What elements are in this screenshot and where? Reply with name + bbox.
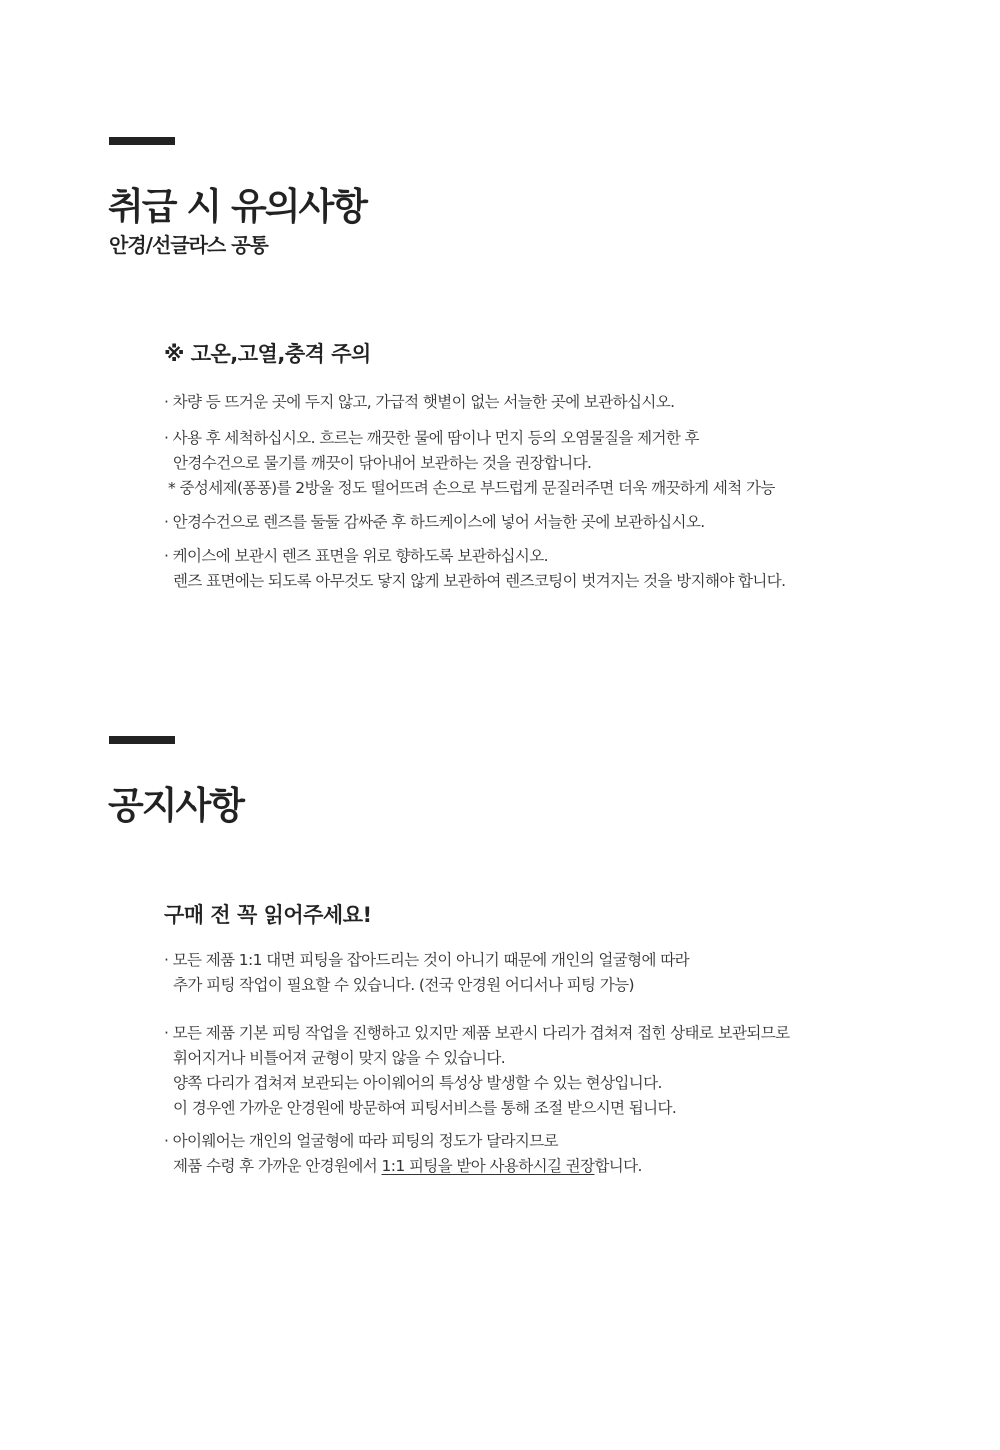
heat-warning-heading: ※ 고온,고열,충격 주의: [164, 342, 371, 366]
notice-title: 공지사항: [108, 784, 243, 827]
notice-line: 휘어지거나 비틀어져 균형이 맞지 않을 수 있습니다.: [173, 1049, 506, 1067]
notice-text: 합니다.: [594, 1157, 642, 1175]
care-line: · 안경수건으로 렌즈를 둘둘 감싸준 후 하드케이스에 넣어 서늘한 곳에 보관하십시오.: [164, 513, 705, 531]
care-subtitle: 안경/선글라스 공통: [109, 233, 268, 257]
care-line: · 차량 등 뜨거운 곳에 두지 않고, 가급적 햇볕이 없는 서늘한 곳에 보관하십시오.: [164, 393, 675, 411]
care-line: 렌즈 표면에는 되도록 아무것도 닿지 않게 보관하여 렌즈코팅이 벗겨지는 것을 방지해야 합니다.: [173, 572, 786, 590]
notice-line: · 아이웨어는 개인의 얼굴형에 따라 피팅의 정도가 달라지므로: [164, 1132, 558, 1150]
fitting-recommendation-underlined: 1:1 피팅을 받아 사용하시길 권장: [381, 1157, 595, 1175]
read-before-purchase-heading: 구매 전 꼭 읽어주세요!: [164, 903, 372, 927]
notice-line: 추가 피팅 작업이 필요할 수 있습니다. (전국 안경원 어디서나 피팅 가능): [173, 976, 634, 994]
care-line: · 사용 후 세척하십시오. 흐르는 깨끗한 물에 땀이나 먼지 등의 오염물질을 제거한 후: [164, 429, 699, 447]
care-line: · 케이스에 보관시 렌즈 표면을 위로 향하도록 보관하십시오.: [164, 547, 548, 565]
notice-line: 양쪽 다리가 겹쳐져 보관되는 아이웨어의 특성상 발생할 수 있는 현상입니다.: [173, 1074, 662, 1092]
notice-text: 제품 수령 후 가까운 안경원에서: [173, 1157, 382, 1175]
notice-line: 이 경우엔 가까운 안경원에 방문하여 피팅서비스를 통해 조절 받으시면 됩니다.: [173, 1099, 677, 1117]
section-accent-bar: [109, 137, 175, 145]
notice-line: · 모든 제품 기본 피팅 작업을 진행하고 있지만 제품 보관시 다리가 겹쳐져 접힌 상태로 보관되므로: [164, 1024, 790, 1042]
notice-line-last: [173, 1156, 642, 1176]
care-note: * 중성세제(퐁퐁)를 2방울 정도 떨어뜨려 손으로 부드럽게 문질러주면 더욱 깨끗하게 세척 가능: [168, 479, 775, 497]
care-title: 취급 시 유의사항: [108, 185, 366, 228]
notice-line: · 모든 제품 1:1 대면 피팅을 잡아드리는 것이 아니기 때문에 개인의 얼굴형에 따라: [164, 951, 689, 969]
section-accent-bar: [109, 736, 175, 744]
care-line: 안경수건으로 물기를 깨끗이 닦아내어 보관하는 것을 권장합니다.: [173, 454, 592, 472]
